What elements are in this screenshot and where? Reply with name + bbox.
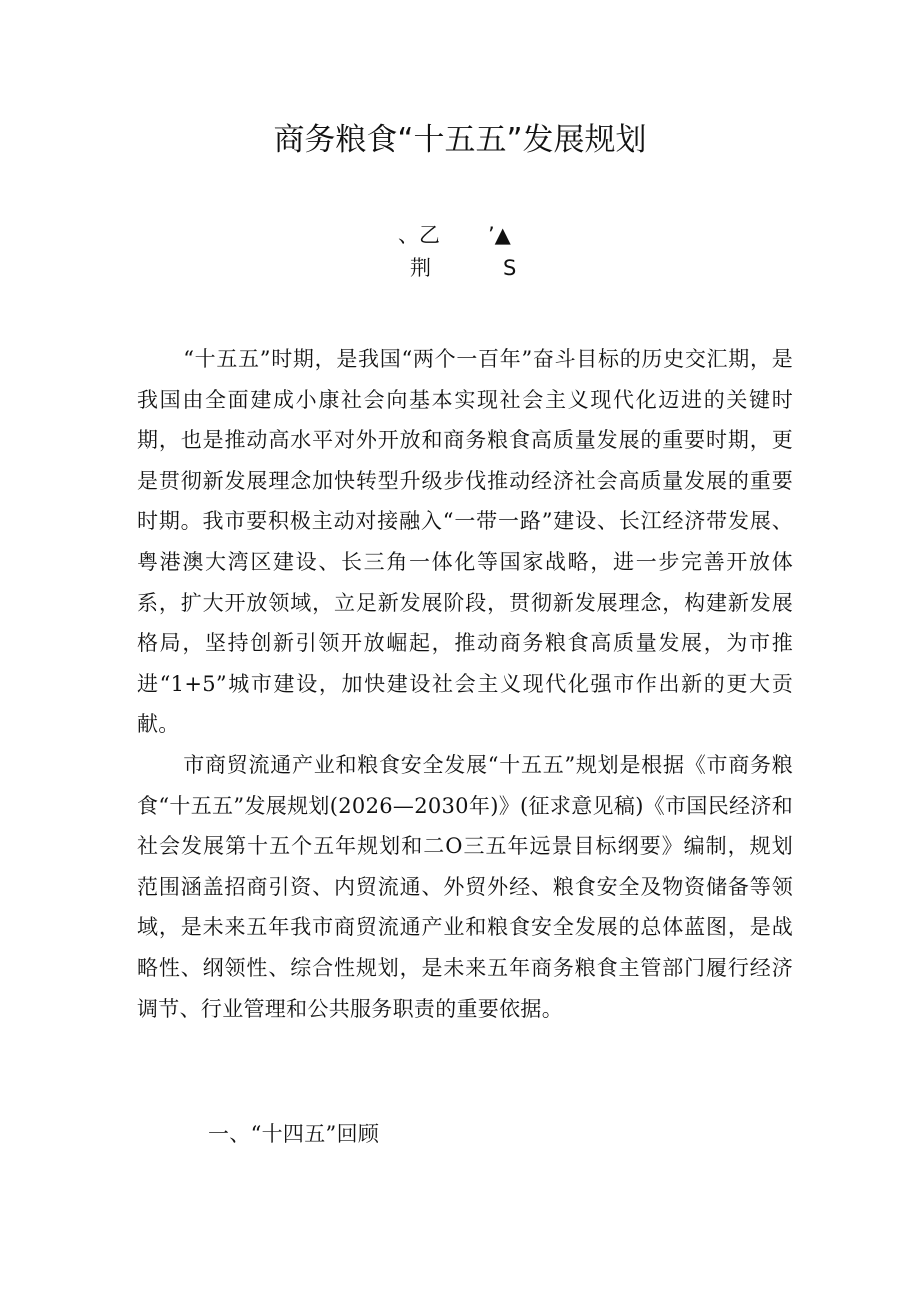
garbled-mark: 荆 — [410, 256, 431, 280]
section-heading: 一、“十四五”回顾 — [208, 1122, 380, 1146]
garbled-mark: 、乙 — [398, 223, 440, 247]
document-title: 商务粮食“十五五”发展规划 — [273, 122, 647, 158]
document-body — [137, 339, 793, 1029]
garbled-mark: S — [503, 256, 517, 280]
paragraph: 市商贸流通产业和粮食安全发展“十五五”规划是根据《市商务粮食“十五五”发展规划(2026—2030年)》(征求意见稿)《市国民经济和社会发展第十五个五年规划和二O三五年远景目标纲要》编制，规划范围涵盖招商引资、内贸流通、外贸外经、粮食安全及物资储备等领域，是未来五年我市商贸流通产业和粮食安全发展的总体蓝图，是战略性、纲领性、综合性规划，是未来五年商务粮食主管部门履行经济调节、行业管理和公共服务职责的重要依据。 — [137, 752, 793, 1021]
paragraph: “十五五”时期，是我国“两个一百年”奋斗目标的历史交汇期，是我国由全面建成小康社会向基本实现社会主义现代化迈进的关键时期，也是推动高水平对外开放和商务粮食高质量发展的重要时期，更是贯彻新发展理念加快转型升级步伐推动经济社会高质量发展的重要时期。我市要积极主动对接融入“一带一路”建设、长江经济带发展、粤港澳大湾区建设、长三角一体化等国家战略，进一步完善开放体系，扩大开放领域，立足新发展阶段，贯彻新发展理念，构建新发展格局，坚持创新引领开放崛起，推动商务粮食高质量发展，为市推进“1+5”城市建设，加快建设社会主义现代化强市作出新的更大贡献。 — [137, 347, 793, 737]
garbled-mark: ’▲ — [488, 223, 511, 247]
